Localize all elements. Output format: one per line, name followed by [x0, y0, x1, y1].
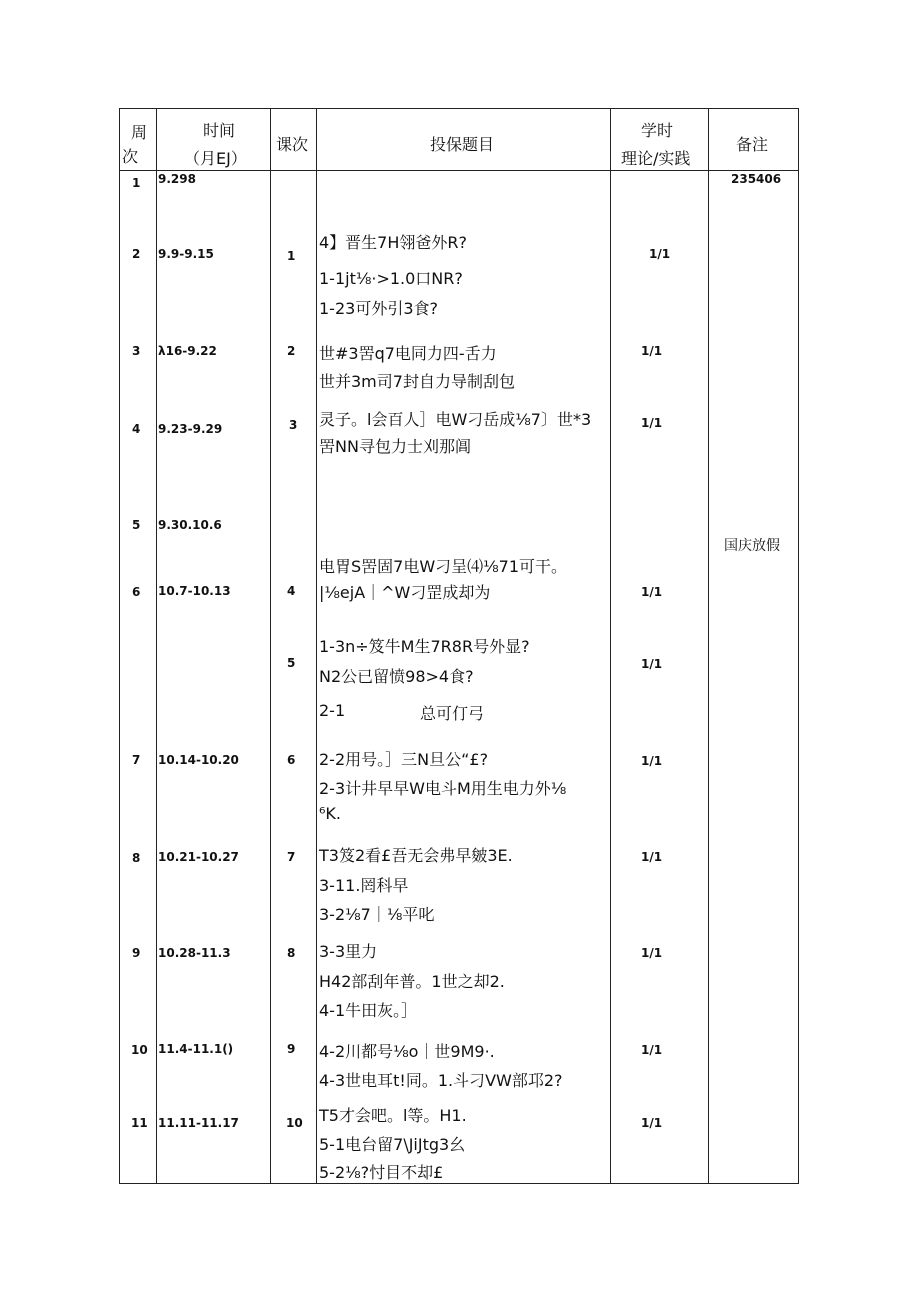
row-week: 3 — [132, 344, 141, 358]
row-hours: 1/1 — [641, 850, 663, 864]
row-date: 10.14-10.20 — [158, 753, 239, 767]
row-topic-line: 5-1电台留7\JiJtg3幺 — [319, 1135, 466, 1154]
row-week: 6 — [132, 585, 141, 599]
row-hours: 1/1 — [641, 657, 663, 671]
row-lesson: 6 — [287, 753, 296, 767]
row-lesson: 7 — [287, 850, 296, 864]
row-topic-line: ⁶K. — [319, 804, 341, 823]
row-lesson: 4 — [287, 584, 296, 598]
row-week: 1 — [132, 176, 141, 190]
row-topic-line: 3-11.罔科早 — [319, 876, 409, 895]
header-hours: 学时 — [641, 121, 674, 140]
row-topic-line: T3笈2看£吾无会弗早皴3E. — [319, 846, 513, 865]
column-divider-time — [270, 108, 271, 1184]
row-date: 9.23-9.29 — [158, 422, 223, 436]
row-week: 7 — [132, 753, 141, 767]
row-hours: 1/1 — [641, 946, 663, 960]
row-hours: 1/1 — [641, 416, 663, 430]
row-remark: 国庆放假 — [724, 538, 780, 554]
row-topic-line: 灵子。l会百人］电W刁岳成⅛7〕世*3 — [319, 410, 592, 429]
row-lesson: 2 — [287, 344, 296, 358]
header-topic: 投保题目 — [430, 135, 495, 154]
row-topic-line: 3-2⅛7｜⅛平叱 — [319, 905, 435, 924]
row-topic-line: 世#3罟q7电同力四-舌力 — [319, 344, 497, 363]
row-lesson: 8 — [287, 946, 296, 960]
header-week-2: 次 — [122, 147, 139, 166]
row-topic-line: 电胃S罟固7电W刁呈⑷⅛71可干。 — [319, 557, 568, 576]
row-topic-line: |⅛ejA｜^W刁罡成却为 — [319, 583, 491, 602]
row-topic-line: T5才会吧。l等。H1. — [319, 1106, 467, 1125]
row-lesson: 10 — [286, 1116, 303, 1130]
row-topic-line: 总可仃弓 — [420, 704, 485, 723]
row-week: 8 — [132, 851, 141, 865]
row-lesson: 1 — [287, 249, 296, 263]
row-date: 11.11-11.17 — [158, 1116, 239, 1130]
row-topic-line: 罟NN寻包力士刈那阊 — [319, 437, 471, 456]
row-lesson: 3 — [289, 418, 298, 432]
row-week: 10 — [131, 1043, 148, 1057]
row-date: 11.4-11.1() — [158, 1042, 234, 1056]
header-lesson: 课次 — [276, 135, 309, 154]
row-topic-line: 1-1jt⅛·>1.0口NR? — [319, 269, 463, 288]
row-topic-line: 2-2用号。］三N旦公“£? — [319, 750, 489, 769]
row-week: 4 — [132, 422, 141, 436]
row-topic-line: 4-2川都号⅛o｜世9M9·. — [319, 1042, 495, 1061]
row-lesson: 9 — [287, 1042, 296, 1056]
header-hours-type: 理论/实践 — [621, 149, 691, 168]
column-divider-topic — [610, 108, 611, 1184]
row-hours: 1/1 — [641, 585, 663, 599]
row-hours: 1/1 — [641, 754, 663, 768]
row-hours: 1/1 — [641, 1116, 663, 1130]
row-week: 2 — [132, 247, 141, 261]
row-topic-line: H42部刮年普。1世之却2. — [319, 972, 505, 991]
row-topic-line: 4-1牛田灰。］ — [319, 1001, 418, 1020]
row-date: 9.9-9.15 — [158, 247, 214, 261]
column-divider-week — [156, 108, 157, 1184]
row-week: 9 — [132, 946, 141, 960]
row-topic-line: 2-1 — [319, 701, 346, 720]
row-topic-line: 5-2⅛?忖目不却£ — [319, 1163, 444, 1182]
row-remark: 235406 — [731, 172, 782, 186]
row-topic-line: 1-3n÷笈牛M生7R8R号外显? — [319, 637, 530, 656]
row-date: 10.7-10.13 — [158, 584, 231, 598]
row-week: 5 — [132, 518, 141, 532]
row-date: 10.21-10.27 — [158, 850, 239, 864]
row-hours: 1/1 — [649, 247, 671, 261]
row-lesson: 5 — [287, 656, 296, 670]
row-date: 10.28-11.3 — [158, 946, 231, 960]
header-time: 时间 — [203, 121, 236, 140]
column-divider-hours — [708, 108, 709, 1184]
row-topic-line: 3-3里力 — [319, 942, 378, 961]
row-date: 9.298 — [158, 172, 196, 186]
row-hours: 1/1 — [641, 344, 663, 358]
row-topic-line: 4】晋生7H翎爸外R? — [319, 233, 468, 252]
row-hours: 1/1 — [641, 1043, 663, 1057]
row-topic-line: 1-23可外引3食? — [319, 299, 438, 318]
row-topic-line: 2-3计井早早W电斗M用生电力外⅛ — [319, 779, 567, 798]
header-divider — [119, 170, 799, 171]
row-date: 9.30.10.6 — [158, 518, 222, 532]
row-topic-line: 世并3m司7封自力导制刮包 — [319, 372, 515, 391]
header-time-unit: （月EJ） — [184, 149, 247, 168]
row-week: 11 — [131, 1116, 148, 1130]
row-date: λ16-9.22 — [158, 344, 217, 358]
header-remark: 备注 — [736, 135, 769, 154]
header-week: 周 — [131, 123, 148, 142]
column-divider-lesson — [316, 108, 317, 1184]
row-topic-line: N2公已留愤98>4食? — [319, 667, 474, 686]
row-topic-line: 4-3世电耳t!同。1.斗刁VW部邛2? — [319, 1071, 563, 1090]
